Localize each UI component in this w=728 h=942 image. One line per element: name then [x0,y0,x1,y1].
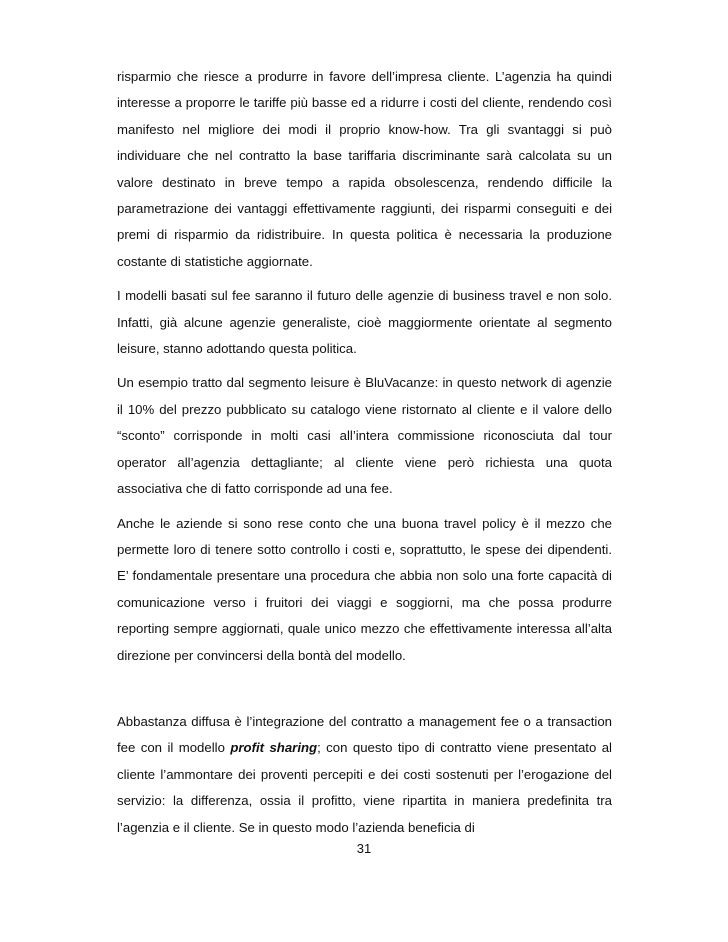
paragraph-5-end: ; con questo tipo di contratto viene presentato al cliente l’ammontare dei proventi percepiti e dei costi sostenuti per l’erogazione del servizio: la differenza, ossia il profitto, viene ripartita in maniera predefinita tra l’agenzia e il cliente. Se in questo modo l’azienda beneficia di [117,740,612,835]
page-number: 31 [356,841,372,856]
paragraph-2: I modelli basati sul fee saranno il futuro delle agenzie di business travel e non solo. Infatti, già alcune agenzie generaliste, cioè maggiormente orientate al segmento leisure, stanno adottando questa politica. [117,288,612,357]
profit-sharing-term: profit sharing [230,740,318,756]
paragraph-5 [117,709,612,841]
paragraph-4: Anche le aziende si sono rese conto che una buona travel policy è il mezzo che permette loro di tenere sotto controllo i costi e, soprattutto, le spese dei dipendenti. E’ fondamentale presentare una procedura che abbia non solo una forte capacità di comunicazione verso i fruitori dei viaggi e soggiorni, ma che possa produrre reporting sempre aggiornati, quale unico mezzo che effettivamente interessa all’alta direzione per convincersi della bontà del modello. [117,515,612,663]
paragraph-5-start: Abbastanza diffusa è l’integrazione del contratto a management fee o a transaction fee con il modello [117,713,612,756]
body-text [117,64,612,849]
paragraph-3: Un esempio tratto dal segmento leisure è BluVacanze: in questo network di agenzie il 10% del prezzo pubblicato su catalogo viene ristornato al cliente e il valore dello “sconto” corrisponde in molti casi all’intera commissione riconosciuta dal tour operator all’agenzia dettagliante; al cliente viene però richiesta una quota associativa che di fatto corrisponde ad una fee. [117,375,612,497]
paragraph-1: risparmio che riesce a produrre in favore dell’impresa cliente. L’agenzia ha quindi interesse a proporre le tariffe più basse ed a ridurre i costi del cliente, rendendo così manifesto nel migliore dei modi il proprio know-how. Tra gli svantaggi si può individuare che nel contratto la base tariffaria discriminante sarà calcolata su un valore destinato in breve tempo a rapida obsolescenza, rendendo difficile la parametrazione dei vantaggi effettivamente raggiunti, dei risparmi conseguiti e dei premi di risparmio da ridistribuire. In questa politica è necessaria la produzione costante di statistiche aggiornate. [117,69,612,269]
